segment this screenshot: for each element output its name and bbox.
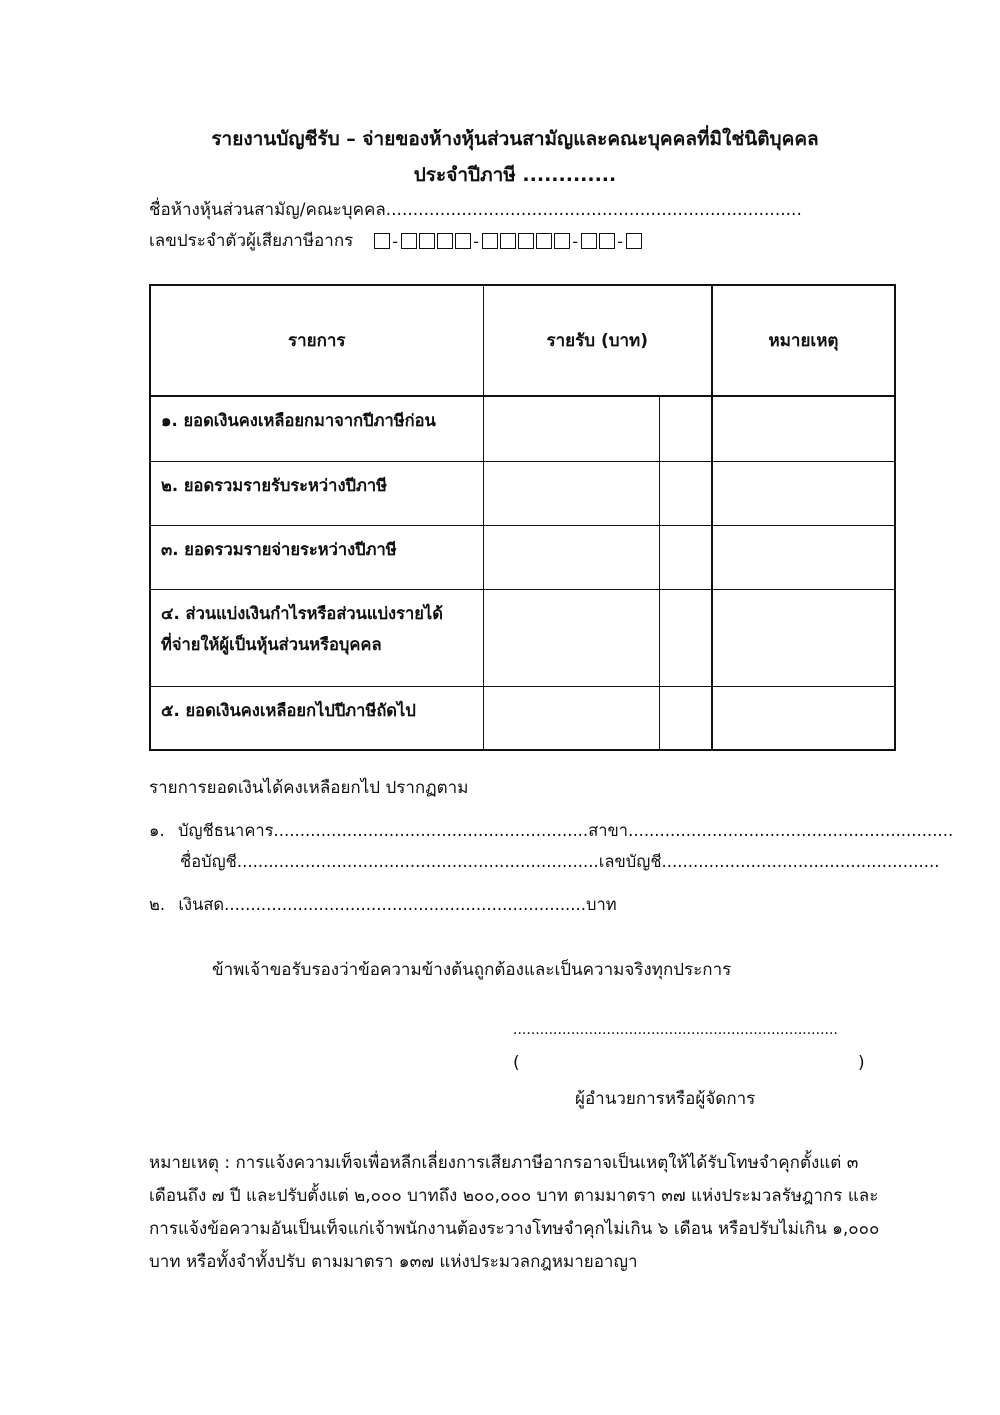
tax-id-digit-box[interactable] [401,233,417,249]
tax-id-digit-box[interactable] [500,233,516,249]
signature-line[interactable]: ......................................................................... [513,1022,838,1038]
header-remark: หมายเหตุ [712,285,895,396]
table-row [150,525,895,589]
remark-cell[interactable] [712,525,895,589]
tax-id-digit-box[interactable] [419,233,435,249]
certification-statement: ข้าพเจ้าขอรับรองว่าข้อความข้างต้นถูกต้องและเป็นความจริงทุกประการ [212,960,732,980]
row-label: ๔. ส่วนแบ่งเงินกำไรหรือส่วนแบ่งรายได้ ที่จ่ายให้ผู้เป็นหุ้นส่วนหรือบุคคล [150,589,483,686]
branch-label: สาขา [588,821,629,840]
remark-cell[interactable] [712,461,895,525]
partnership-name-field[interactable]: ............................................................................. [385,200,802,220]
income-baht-cell[interactable] [483,589,659,686]
tax-id-digit-box[interactable] [536,233,552,249]
remark-cell[interactable] [712,686,895,750]
cash-unit: บาท [586,895,617,914]
tax-id-digit-box[interactable] [626,233,642,249]
tax-id-digit-box[interactable] [437,233,453,249]
legal-remark: หมายเหตุ : การแจ้งความเท็จเพื่อหลีกเลี่ยงการเสียภาษีอากรอาจเป็นเหตุให้ได้รับโทษจำคุกตั้งแต่ ๓ เดือนถึง ๗ ปี และปรับตั้งแต่ ๒,๐๐๐ บาทถึง ๒๐๐,๐๐๐ บาท ตามมาตรา ๓๗ แห่งประมวลรัษฎากร และการแจ้งข้อความอันเป็นเท็จแก่เจ้าพนักงานต้องระวางโทษจำคุกไม่เกิน ๖ เดือน หรือปรับไม่เกิน ๑,๐๐๐ บาท หรือทั้งจำทั้งปรับ ตามมาตรา ๑๓๗ แห่งประมวลกฎหมายอาญา [149,1153,880,1272]
table-row [150,396,895,461]
income-baht-cell[interactable] [483,686,659,750]
cash-row: ๒. เงินสด.....................................................................บาท [149,895,617,914]
income-satang-cell[interactable] [659,589,712,686]
income-satang-cell[interactable] [659,525,712,589]
table-row [150,686,895,750]
row-label: ๕. ยอดเงินคงเหลือยกไปปีภาษีถัดไป [150,686,483,750]
income-satang-cell[interactable] [659,461,712,525]
signer-title: ผู้อำนวยการหรือผู้จัดการ [575,1089,756,1109]
cash-label: เงินสด [178,895,225,914]
income-baht-cell[interactable] [483,461,659,525]
account-name-label: ชื่อบัญชี [180,852,237,871]
tax-id-boxes[interactable] [373,232,643,251]
table-row [150,589,895,686]
tax-id-digit-box[interactable] [482,233,498,249]
partnership-name-row [149,196,802,223]
header-income: รายรับ (บาท) [483,285,712,396]
remark-cell[interactable] [712,589,895,686]
table-row [150,461,895,525]
bank-account-label: บัญชีธนาคาร [177,821,274,840]
remark-cell[interactable] [712,396,895,461]
header-item: รายการ [150,285,483,396]
tax-id-separator: - [572,231,579,251]
account-name-field[interactable]: ..................................................................... [236,852,599,871]
tax-id-digit-box[interactable] [599,233,615,249]
row-label: ๓. ยอดรวมรายจ่ายระหว่างปีภาษี [150,525,483,589]
tax-id-digit-box[interactable] [455,233,471,249]
carryover-intro: รายการยอดเงินได้คงเหลือยกไป ปรากฏตาม [149,778,469,798]
tax-id-digit-box[interactable] [518,233,534,249]
row-label: ๒. ยอดรวมรายรับระหว่างปีภาษี [150,461,483,525]
branch-field[interactable]: .............................................................. [628,821,954,840]
bank-account-row: ๑. บัญชีธนาคาร............................................................สาขา.............................................................. [149,821,954,840]
signer-name-close-paren: ) [858,1053,865,1073]
income-satang-cell[interactable] [659,396,712,461]
bank-account-field[interactable]: ............................................................ [273,821,589,840]
cash-field[interactable]: ..................................................................... [224,895,587,914]
tax-id-row [149,227,643,254]
income-baht-cell[interactable] [483,396,659,461]
tax-id-separator: - [473,231,480,251]
account-number-label: เลขบัญชี [598,852,662,871]
income-baht-cell[interactable] [483,525,659,589]
income-satang-cell[interactable] [659,686,712,750]
account-number-field[interactable]: ..................................................... [661,852,940,871]
tax-id-digit-box[interactable] [554,233,570,249]
row-label: ๑. ยอดเงินคงเหลือยกมาจากปีภาษีก่อน [150,396,483,461]
account-name-row [180,849,940,875]
partnership-name-label: ชื่อห้างหุ้นส่วนสามัญ/คณะบุคคล [149,200,386,220]
tax-id-separator: - [617,231,624,251]
signer-name-open-paren: ( [513,1053,520,1073]
form-title: รายงานบัญชีรับ – จ่ายของห้างหุ้นส่วนสามัญและคณะบุคคลที่มิใช่นิติบุคคล [211,128,819,150]
tax-id-digit-box[interactable] [374,233,390,249]
tax-id-label: เลขประจำตัวผู้เสียภาษีอากร [149,231,354,251]
tax-year-line: ประจำปีภาษี ............. [413,164,617,186]
tax-id-digit-box[interactable] [581,233,597,249]
tax-id-separator: - [392,231,399,251]
income-report-table [149,284,896,751]
